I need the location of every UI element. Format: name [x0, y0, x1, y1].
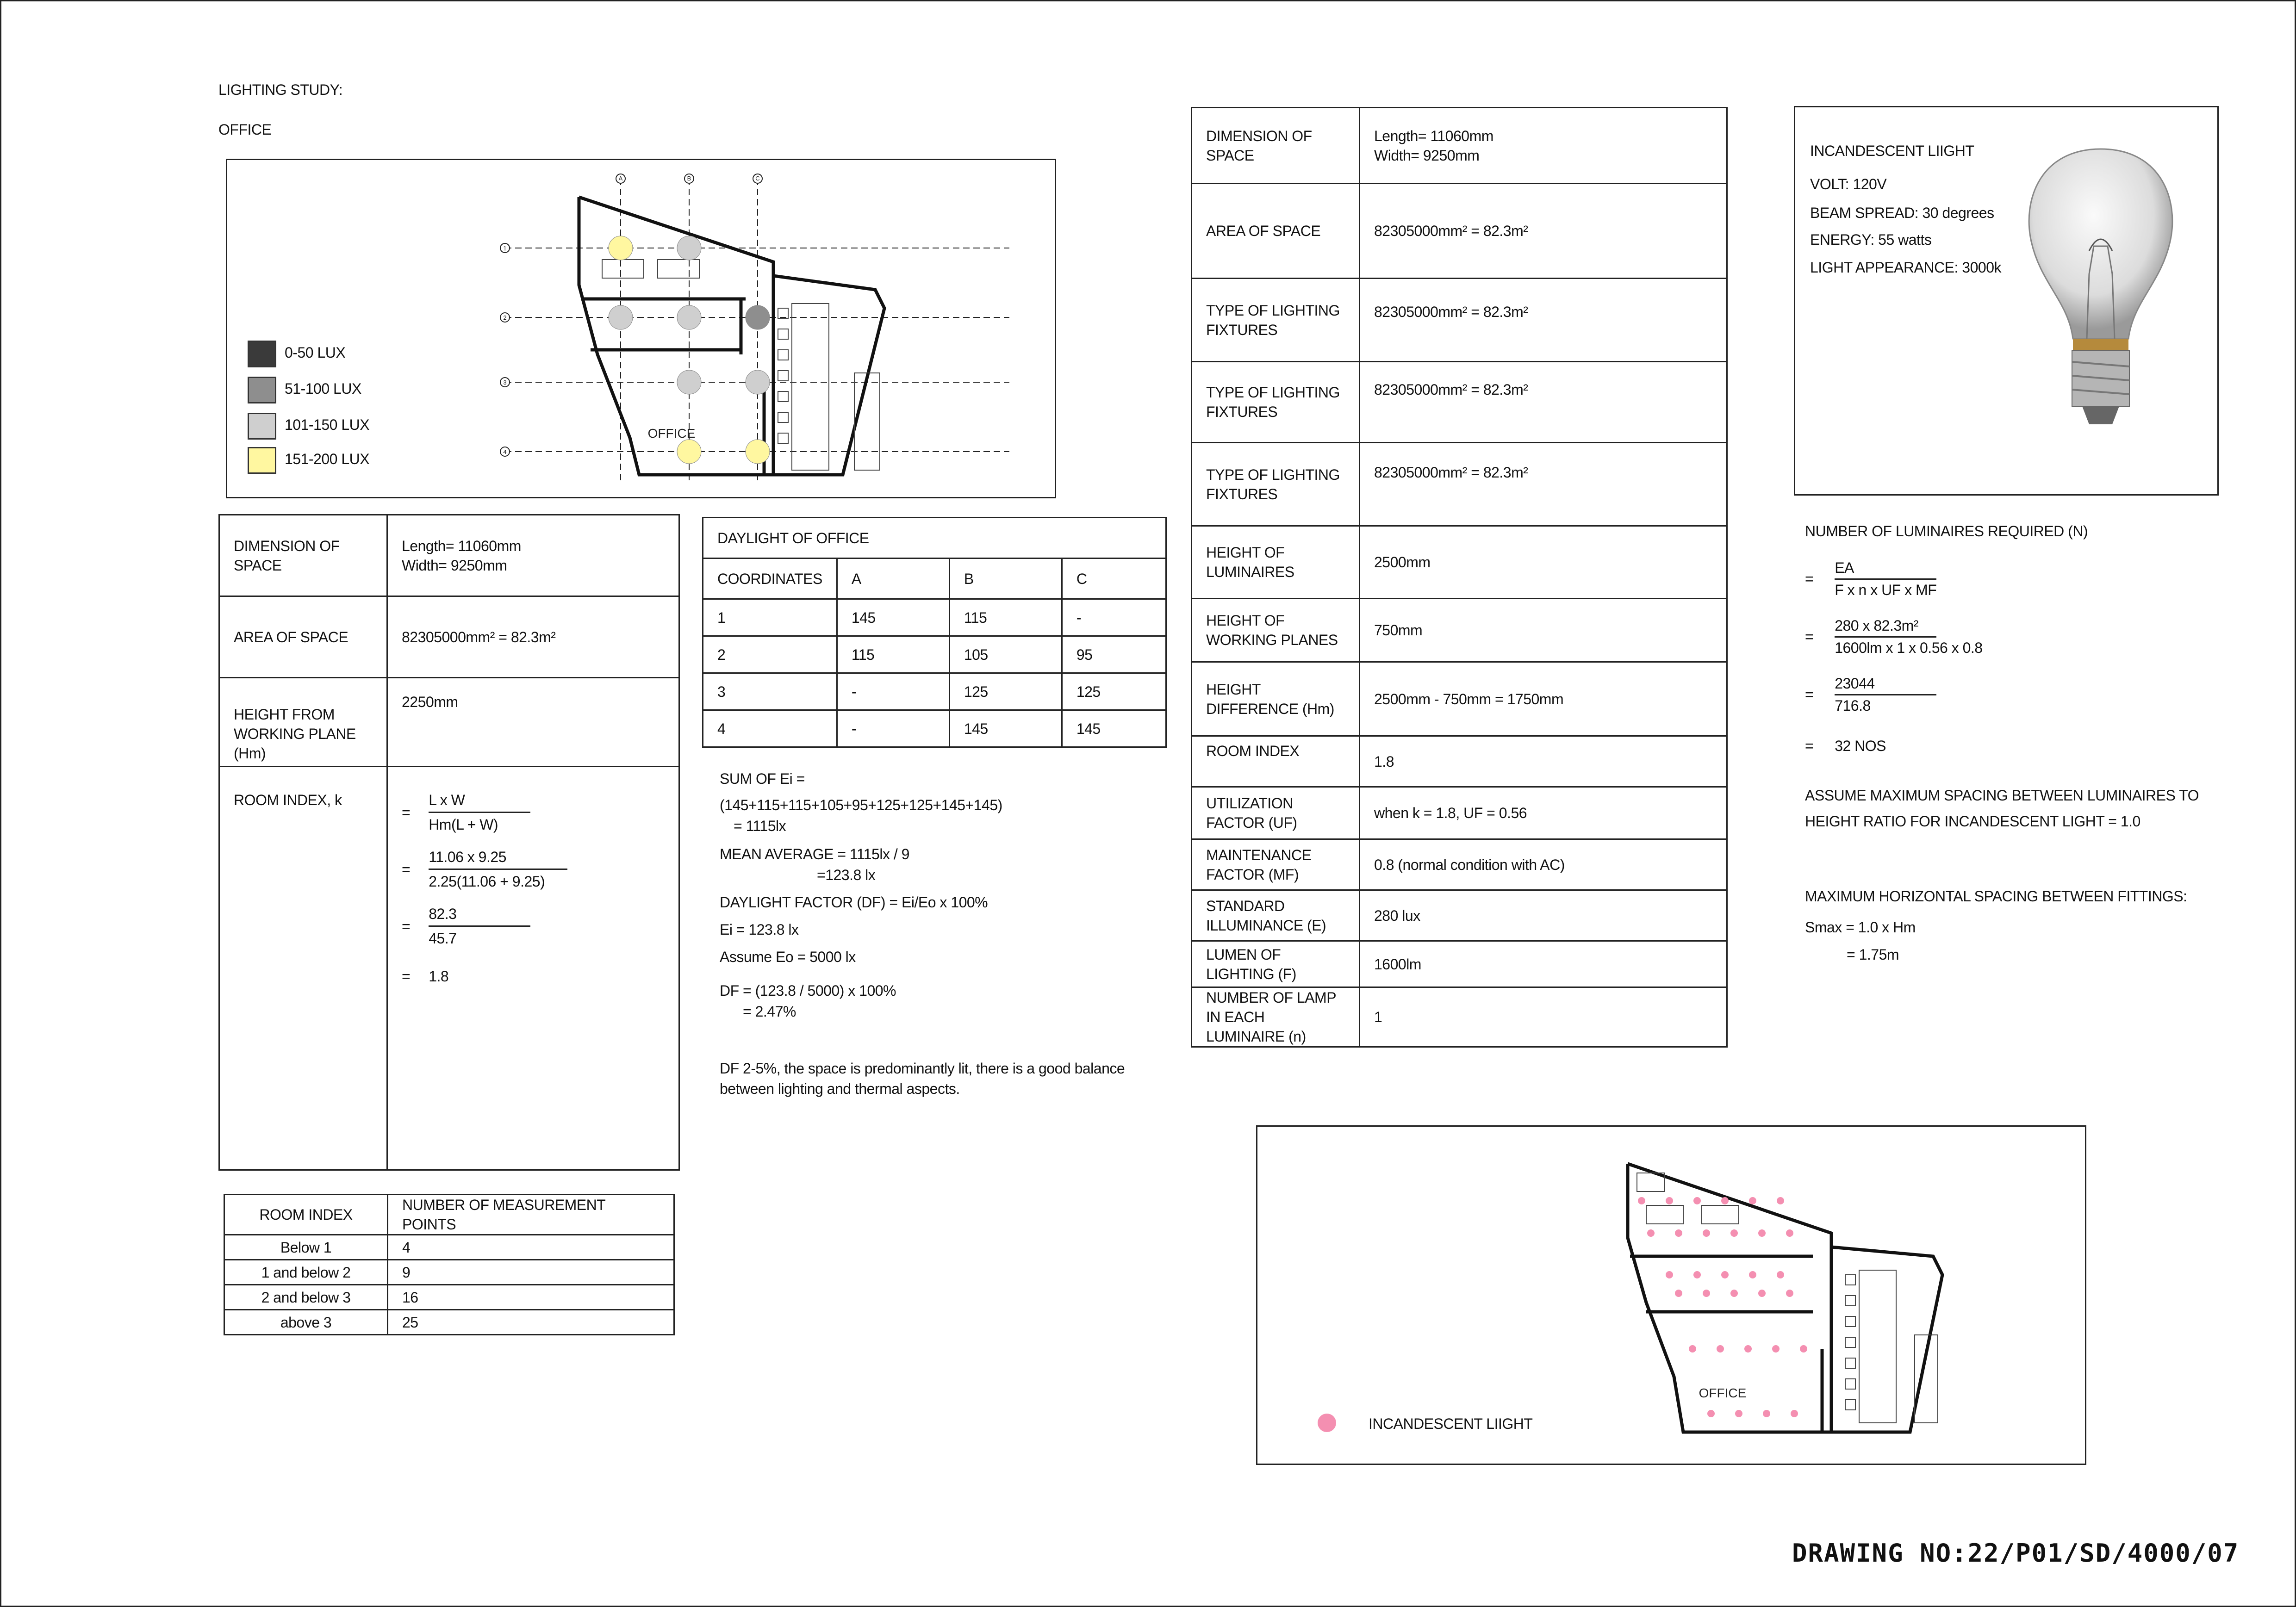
lumen-label: HEIGHT DIFFERENCE (Hm): [1192, 662, 1360, 736]
lumen-label: NUMBER OF LAMP IN EACH LUMINAIRE (n): [1192, 987, 1360, 1047]
table-cell: 125: [1062, 673, 1166, 710]
lux-plan-panel: [226, 159, 1056, 498]
room-label: ROOM INDEX, k: [219, 767, 387, 1170]
table-cell: 2: [703, 636, 837, 673]
lumen-value: 1.8: [1360, 736, 1727, 787]
table-cell: 95: [1062, 636, 1166, 673]
table-header: C: [1062, 558, 1166, 599]
table-cell: Below 1: [224, 1235, 388, 1260]
table-cell: 145: [837, 599, 949, 636]
table-cell: 145: [1062, 710, 1166, 747]
incandescent-legend-label: INCANDESCENT LIIGHT: [1369, 1415, 1533, 1432]
lumen-label: HEIGHT OF WORKING PLANES: [1192, 599, 1360, 662]
lumen-value: Length= 11060mm Width= 9250mm: [1360, 108, 1727, 184]
legend-swatch-0: [248, 341, 276, 367]
table-cell: -: [837, 710, 949, 747]
grid-row-label: 1: [503, 245, 507, 252]
lumen-value: 2500mm - 750mm = 1750mm: [1360, 662, 1727, 736]
grid-col-label: B: [687, 175, 691, 182]
layout-room-label: OFFICE: [1699, 1386, 1747, 1400]
room-label: AREA OF SPACE: [219, 596, 387, 678]
room-table: [218, 514, 680, 1171]
sheet-title: LIGHTING STUDY:: [218, 81, 343, 98]
table-cell: above 3: [224, 1310, 388, 1335]
daylight-table-title: DAYLIGHT OF OFFICE: [703, 518, 1166, 558]
daylight-table: [702, 517, 1167, 748]
room-value: Length= 11060mm Width= 9250mm: [387, 515, 679, 596]
bulb-spec-card: [1794, 106, 2219, 496]
table-cell: 115: [949, 599, 1062, 636]
lumen-method-table: [1191, 107, 1728, 1048]
lumen-label: LUMEN OF LIGHTING (F): [1192, 941, 1360, 987]
bulb-icon: [2013, 135, 2189, 468]
lumen-label: TYPE OF LIGHTING FIXTURES: [1192, 279, 1360, 362]
lumen-label: HEIGHT OF LUMINAIRES: [1192, 526, 1360, 599]
table-cell: 2 and below 3: [224, 1285, 388, 1310]
table-header: NUMBER OF MEASUREMENT POINTS: [388, 1195, 674, 1235]
table-cell: 145: [949, 710, 1062, 747]
lumen-value: 82305000mm² = 82.3m²: [1360, 443, 1727, 526]
lumen-value: 280 lux: [1360, 890, 1727, 941]
room-index-calc: = $\frac{\text{L x W}}{Hm(L + W)}$ = $\frac{11.06 x 9.25}{2.25(11.06 + 9.25)}$ = $\frac{82.3}{45.7}$ = 1.8: [387, 767, 679, 1170]
table-header: ROOM INDEX: [224, 1195, 388, 1235]
lumen-label: AREA OF SPACE: [1192, 184, 1360, 279]
lumen-label: TYPE OF LIGHTING FIXTURES: [1192, 443, 1360, 526]
plan-room-label: OFFICE: [647, 426, 696, 441]
bulb-spec: ENERGY: 55 watts: [1810, 231, 1932, 248]
table-cell: -: [837, 673, 949, 710]
table-cell: 125: [949, 673, 1062, 710]
lumen-value: 2500mm: [1360, 526, 1727, 599]
bulb-spec: VOLT: 120V: [1810, 176, 1887, 192]
lumen-label: UTILIZATION FACTOR (UF): [1192, 787, 1360, 839]
table-cell: 1 and below 2: [224, 1260, 388, 1285]
lighting-layout-panel: [1256, 1125, 2086, 1465]
grid-row-label: 2: [503, 314, 507, 321]
grid-col-label: C: [755, 175, 760, 182]
lumen-label: DIMENSION OF SPACE: [1192, 108, 1360, 184]
room-label: DIMENSION OF SPACE: [219, 515, 387, 596]
legend-label-1: 51-100 LUX: [285, 380, 361, 397]
table-cell: 1: [703, 599, 837, 636]
legend-swatch-1: [248, 377, 276, 403]
legend-label-2: 101-150 LUX: [285, 416, 370, 433]
grid-row-label: 4: [503, 448, 507, 455]
table-header: A: [837, 558, 949, 599]
bulb-spec: BEAM SPREAD: 30 degrees: [1810, 205, 1994, 221]
lumen-value: when k = 1.8, UF = 0.56: [1360, 787, 1727, 839]
room-value: 82305000mm² = 82.3m²: [387, 596, 679, 678]
measurement-points-table: [224, 1194, 675, 1335]
table-cell: 25: [388, 1310, 674, 1335]
table-cell: 115: [837, 636, 949, 673]
legend-swatch-2: [248, 413, 276, 440]
lighting-floor-plan: [1618, 1154, 2026, 1455]
bulb-spec: LIGHT APPEARANCE: 3000k: [1810, 259, 2001, 276]
lumen-value: 750mm: [1360, 599, 1727, 662]
lumen-label: TYPE OF LIGHTING FIXTURES: [1192, 362, 1360, 443]
table-cell: 4: [388, 1235, 674, 1260]
grid-row-label: 3: [503, 379, 507, 386]
incandescent-legend-dot: [1318, 1414, 1336, 1432]
sheet-subtitle: OFFICE: [218, 121, 272, 138]
table-cell: 3: [703, 673, 837, 710]
table-cell: 16: [388, 1285, 674, 1310]
table-cell: 4: [703, 710, 837, 747]
table-header: COORDINATES: [703, 558, 837, 599]
luminaires-calculation: NUMBER OF LUMINAIRES REQUIRED (N) = $\frac{EA}{\text{F x n x UF x MF}}$ = $\frac{\text{280 x 82.3m²}}{\text{1600lm x 1 x 0.56 x 0.8}}$ = $\frac{23044}{716.8}$ = 32 NOS ASSUME MAXIMUM SPACING BETWEEN LUMINAIRES TO HEIGHT RATIO FOR INCANDESCENT LIGHT = 1.0 MAXIMUM HORIZONTAL SPACING BETWEEN FITTINGS: Smax = 1.0 x Hm = 1.75m: [1805, 523, 2199, 963]
legend-label-0: 0-50 LUX: [285, 344, 346, 361]
drawing-number: DRAWING NO:22/P01/SD/4000/07: [1792, 1539, 2240, 1568]
lux-floor-plan: [486, 169, 1042, 493]
bulb-title: INCANDESCENT LIIGHT: [1810, 143, 1974, 159]
table-cell: 105: [949, 636, 1062, 673]
lumen-value: 1: [1360, 987, 1727, 1047]
table-cell: -: [1062, 599, 1166, 636]
legend-label-3: 151-200 LUX: [285, 451, 370, 467]
lumen-value: 82305000mm² = 82.3m²: [1360, 279, 1727, 362]
grid-col-label: A: [618, 175, 623, 182]
lumen-value: 82305000mm² = 82.3m²: [1360, 184, 1727, 279]
daylight-calculation: SUM OF Ei = (145+115+115+105+95+125+125+145+145) = 1115lx MEAN AVERAGE = 1115lx / 9 =123.8 lx DAYLIGHT FACTOR (DF) = Ei/Eo x 100% Ei = 123.8 lx Assume Eo = 5000 lx DF = (123.8 / 5000) x 100% = 2.47% DF 2-5%, the space is predominantly lit, there is a good balance between lighting and thermal aspects.: [720, 770, 1125, 1097]
lumen-label: ROOM INDEX: [1192, 736, 1360, 787]
legend-swatch-3: [248, 447, 276, 474]
lumen-value: 0.8 (normal condition with AC): [1360, 839, 1727, 890]
lumen-value: 82305000mm² = 82.3m²: [1360, 362, 1727, 443]
room-label: HEIGHT FROM WORKING PLANE (Hm): [219, 678, 387, 767]
lumen-label: MAINTENANCE FACTOR (MF): [1192, 839, 1360, 890]
lumen-value: 1600lm: [1360, 941, 1727, 987]
table-header: B: [949, 558, 1062, 599]
lumen-label: STANDARD ILLUMINANCE (E): [1192, 890, 1360, 941]
room-value: 2250mm: [387, 678, 679, 767]
table-cell: 9: [388, 1260, 674, 1285]
